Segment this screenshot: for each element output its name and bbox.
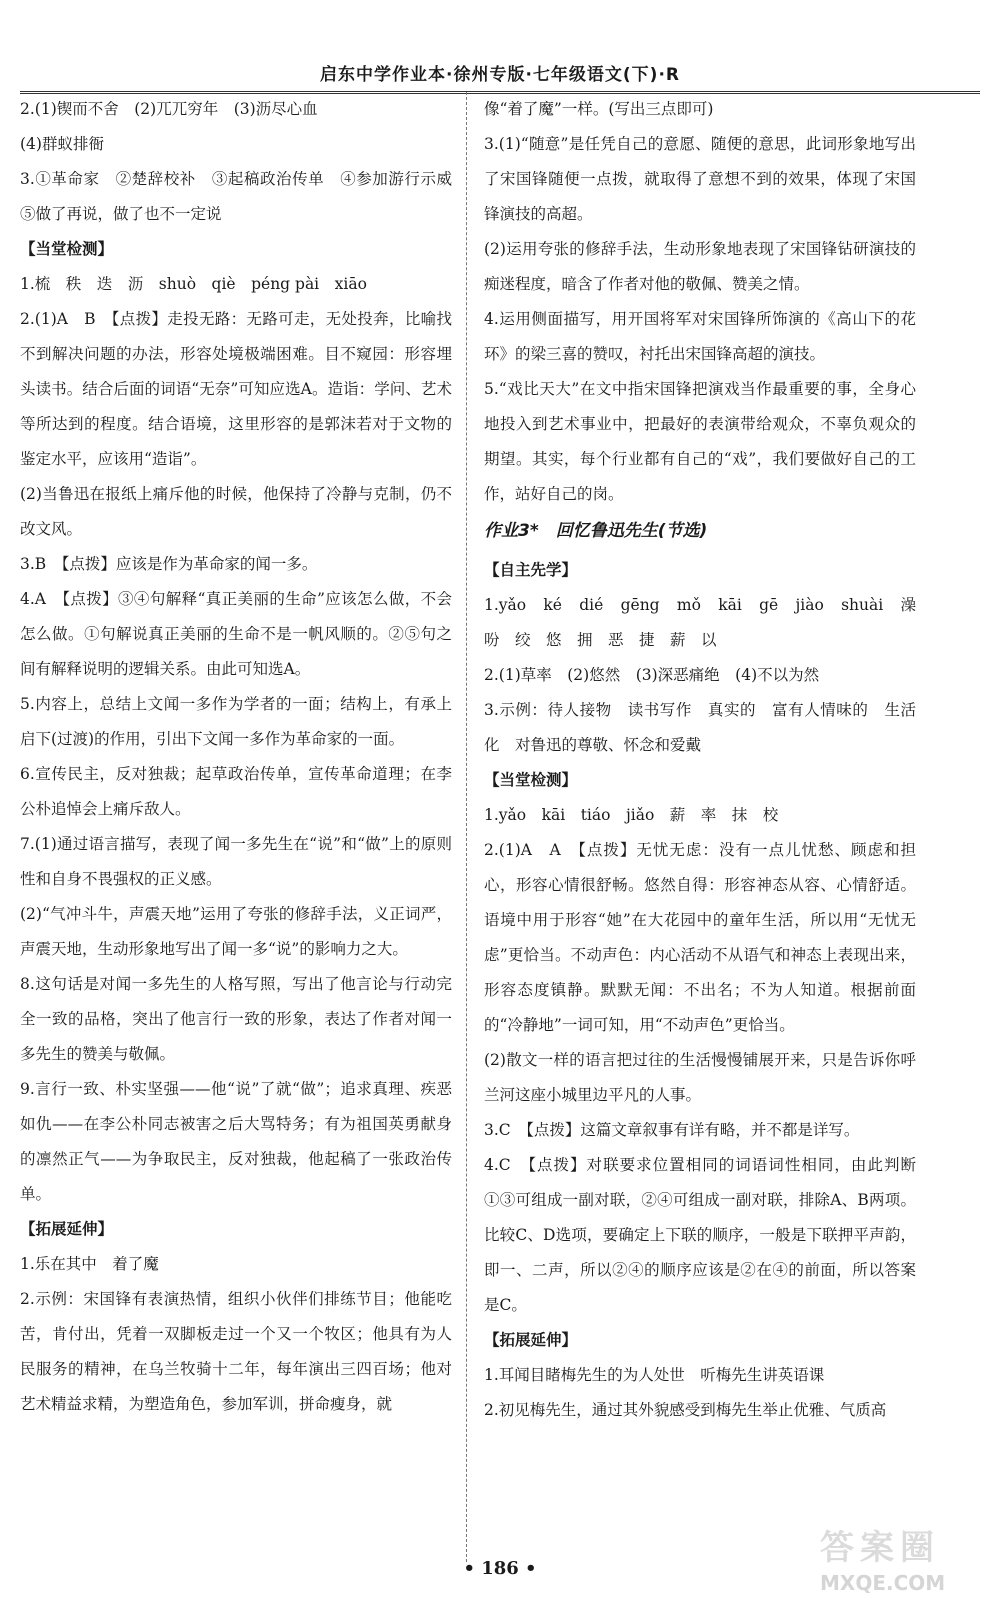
answer-line: 3.B 【点拨】应该是作为革命家的闻一多。 <box>20 555 318 573</box>
section-heading: 【自主先学】 <box>484 561 578 579</box>
answer-line: (2)当鲁迅在报纸上痛斥他的时候，他保持了冷静与克制，仍不改文风。 <box>20 485 452 538</box>
answer-line: 4.A 【点拨】③④句解释“真正美丽的生命”应该怎么做，不会怎么做。①句解说真正美丽的生命不是一帆风顺的。②⑤句之间有解释说明的逻辑关系。由此可知选A。 <box>20 590 452 678</box>
answer-line: 2.初见梅先生，通过其外貌感受到梅先生举止优雅、气质高 <box>484 1401 887 1419</box>
answer-line: 1.yǎo ké dié gēng mǒ kāi gē jiào shuài 澡 吩 绞 悠 拥 恶 捷 薪 以 <box>484 596 932 649</box>
answer-line: 1.梳 秩 迭 沥 shuò qiè péng pài xiāo <box>20 275 367 293</box>
left-column <box>20 92 468 1422</box>
section-heading: 【当堂检测】 <box>484 771 578 789</box>
answer-line: 2.(1)锲而不舍 (2)兀兀穷年 (3)沥尽心血 <box>20 100 318 118</box>
answer-line: (2)散文一样的语言把过往的生活慢慢铺展开来，只是告诉你呼兰河这座小城里边平凡的人事。 <box>484 1051 916 1104</box>
answer-line: 6.宣传民主，反对独裁；起草政治传单，宣传革命道理；在李公朴追悼会上痛斥敌人。 <box>20 765 452 818</box>
answer-line: 1.乐在其中 着了魔 <box>20 1255 159 1273</box>
answer-line: 7.(1)通过语言描写，表现了闻一多先生在“说”和“做”上的原则性和自身不畏强权的正义感。 <box>20 835 452 888</box>
answer-line: 1.耳闻目睹梅先生的为人处世 听梅先生讲英语课 <box>484 1366 825 1384</box>
answer-line: 2.(1)草率 (2)悠然 (3)深恶痛绝 (4)不以为然 <box>484 666 820 684</box>
answer-line: 2.(1)A A 【点拨】无忧无虑：没有一点儿忧愁、顾虑和担心，形容心情很舒畅。悠然自得：形容神态从容、心情舒适。语境中用于形容“她”在大花园中的童年生活，所以用“无忧无虑”更恰当。不动声色：内心活动不从语气和神态上表现出来，形容态度镇静。默默无闻：不出名；不为人知道。根据前面的“冷静地”一词可知，用“不动声色”更恰当。 <box>484 841 916 1034</box>
answer-line: (4)群蚁排衙 <box>20 135 104 153</box>
right-column <box>484 92 932 1428</box>
answer-line: 2.示例：宋国锋有表演热情，组织小伙伴们排练节目；他能吃苦，肯付出，凭着一双脚板走过一个又一个牧区；他具有为人民服务的精神，在乌兰牧骑十二年，每年演出三四百场；他对艺术精益求精，为塑造角色，参加军训，拼命瘦身，就 <box>20 1290 452 1413</box>
section-heading: 【拓展延伸】 <box>484 1331 578 1349</box>
homework-title: 作业3* 回忆鲁迅先生(节选) <box>484 521 708 541</box>
watermark-site: MXQE.COM <box>820 1571 946 1595</box>
section-heading: 【拓展延伸】 <box>20 1220 114 1238</box>
watermark-logo: 答案圈 <box>820 1528 940 1568</box>
column-divider <box>466 92 467 1562</box>
answer-line: 3.(1)“随意”是任凭自己的意愿、随便的意思，此词形象地写出了宋国锋随便一点拨，就取得了意想不到的效果，体现了宋国锋演技的高超。 <box>484 135 916 223</box>
answer-line: 3.①革命家 ②楚辞校补 ③起稿政治传单 ④参加游行示威 ⑤做了再说，做了也不一定说 <box>20 170 468 223</box>
section-heading: 【当堂检测】 <box>20 240 114 258</box>
answer-line: 1.yǎo kāi tiáo jiǎo 薪 率 抹 校 <box>484 806 779 824</box>
answer-line: 4.运用侧面描写，用开国将军对宋国锋所饰演的《高山下的花环》的梁三喜的赞叹，衬托出宋国锋高超的演技。 <box>484 310 916 363</box>
answer-line: 5.“戏比天大”在文中指宋国锋把演戏当作最重要的事，全身心地投入到艺术事业中，把最好的表演带给观众，不辜负观众的期望。其实，每个行业都有自己的“戏”，我们要做好自己的工作，站好自己的岗。 <box>484 380 916 503</box>
answer-line: 5.内容上，总结上文闻一多作为学者的一面；结构上，有承上启下(过渡)的作用，引出下文闻一多作为革命家的一面。 <box>20 695 452 748</box>
answer-line: (2)“气冲斗牛，声震天地”运用了夸张的修辞手法，义正词严，声震天地，生动形象地写出了闻一多“说”的影响力之大。 <box>20 905 452 958</box>
answer-line: 9.言行一致、朴实坚强——他“说”了就“做”；追求真理、疾恶如仇——在李公朴同志被害之后大骂特务；有为祖国英勇献身的凛然正气——为争取民主，反对独裁，他起稿了一张政治传单。 <box>20 1080 452 1203</box>
page-header: 启东中学作业本·徐州专版·七年级语文(下)·R <box>20 60 980 94</box>
answer-line: 8.这句话是对闻一多先生的人格写照，写出了他言论与行动完全一致的品格，突出了他言行一致的形象，表达了作者对闻一多先生的赞美与敬佩。 <box>20 975 452 1063</box>
answer-line: 2.(1)A B 【点拨】走投无路：无路可走，无处投奔，比喻找不到解决问题的办法，形容处境极端困难。目不窥园：形容埋头读书。结合后面的词语“无奈”可知应选A。造诣：学问、艺术等所达到的程度。结合语境，这里形容的是郭沫若对于文物的鉴定水平，应该用“造诣”。 <box>20 310 452 468</box>
page-number: • 186 • <box>463 1558 537 1579</box>
answer-line: 像“着了魔”一样。(写出三点即可) <box>484 100 714 118</box>
answer-line: 4.C 【点拨】对联要求位置相同的词语词性相同，由此判断①③可组成一副对联，②④可组成一副对联，排除A、B两项。比较C、D选项，要确定上下联的顺序，一般是下联押平声韵，即一、二声，所以②④的顺序应该是②在④的前面，所以答案是C。 <box>484 1156 916 1314</box>
answer-line: 3.示例：待人接物 读书写作 真实的 富有人情味的 生活化 对鲁迅的尊敬、怀念和爱戴 <box>484 701 916 754</box>
answer-line: (2)运用夸张的修辞手法，生动形象地表现了宋国锋钻研演技的痴迷程度，暗含了作者对他的敬佩、赞美之情。 <box>484 240 916 293</box>
answer-line: 3.C 【点拨】这篇文章叙事有详有略，并不都是详写。 <box>484 1121 860 1139</box>
watermark <box>820 1520 990 1595</box>
